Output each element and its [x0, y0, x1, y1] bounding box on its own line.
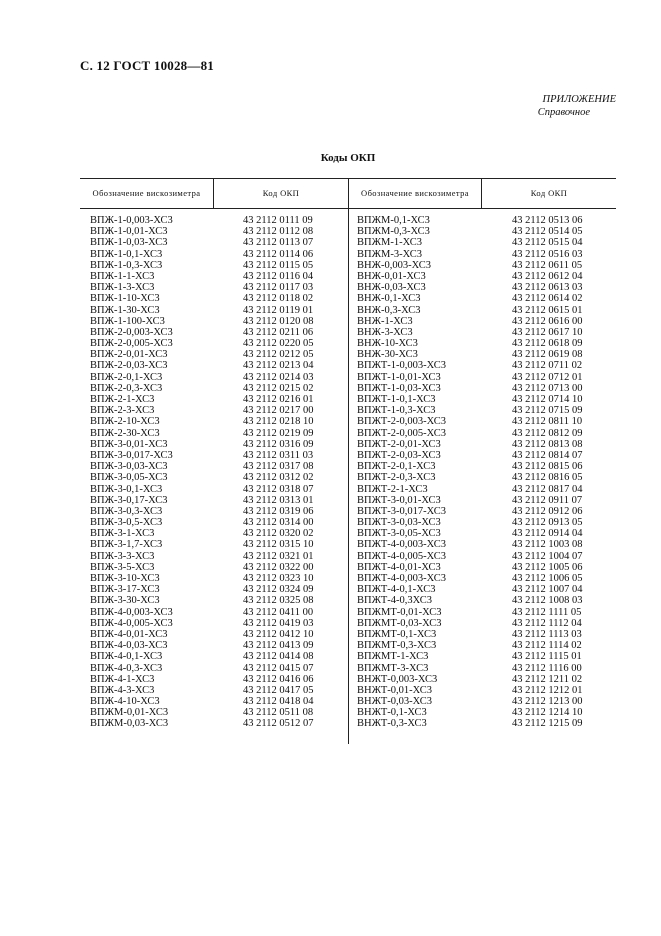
table-cell: ВПЖ-4-0,003-ХС3: [90, 606, 173, 618]
table-cell: ВПЖМТ-0,03-ХС3: [357, 617, 442, 629]
table-cell: 43 2112 0712 01: [512, 371, 583, 383]
table-cell: 43 2112 0415 07: [243, 662, 314, 674]
table-cell: ВНЖ-0,3-ХС3: [357, 304, 421, 316]
table-cell: 43 2112 1008 03: [512, 595, 583, 607]
table-cell: ВНЖ-10-ХС3: [357, 338, 418, 350]
header-designation-right: Обозначение вискозиметра: [361, 188, 469, 198]
table-cell: 43 2112 1115 01: [512, 651, 582, 663]
page-header: С. 12 ГОСТ 10028—81: [80, 58, 214, 73]
table-cell: ВПЖ-1-0,3-ХС3: [90, 259, 163, 271]
table-cell: 43 2112 0511 08: [243, 707, 314, 719]
left-code-column: [243, 215, 314, 730]
table-cell: 43 2112 0312 02: [243, 472, 314, 484]
table-cell: 43 2112 0315 10: [243, 539, 314, 551]
table-cell: ВПЖ-1-100-ХС3: [90, 315, 165, 327]
table-cell: ВПЖ-1-3-ХС3: [90, 282, 155, 294]
table-cell: 43 2112 0316 09: [243, 438, 314, 450]
table-cell: ВПЖ-1-0,003-ХС3: [90, 215, 173, 226]
table-cell: 43 2112 1004 07: [512, 550, 583, 562]
table-cell: 43 2112 0311 03: [243, 449, 314, 461]
table-cell: 43 2112 0814 07: [512, 449, 583, 461]
table-cell: ВПЖ-2-0,03-ХС3: [90, 360, 168, 372]
table-cell: 43 2112 1113 03: [512, 628, 582, 640]
table-cell: 43 2112 0214 03: [243, 371, 314, 383]
table-cell: ВПЖ-3-10-ХС3: [90, 573, 160, 584]
table-cell: ВПЖТ-1-0,3-ХС3: [357, 405, 436, 417]
table-cell: 43 2112 0220 05: [243, 338, 314, 350]
table-cell: 43 2112 0324 09: [243, 584, 314, 596]
table-cell: 43 2112 0611 05: [512, 259, 583, 271]
table-cell: 43 2112 0323 10: [243, 573, 314, 584]
table-cell: ВПЖ-1-0,01-ХС3: [90, 226, 168, 238]
table-cell: 43 2112 0514 05: [512, 226, 583, 238]
table-cell: 43 2112 0217 00: [243, 405, 314, 417]
appendix-subtitle: Справочное: [537, 107, 590, 118]
table-cell: ВНЖТ-0,1-ХС3: [357, 707, 427, 719]
table-cell: ВПЖТ-4-0,003-ХС3: [357, 539, 447, 551]
table-cell: 43 2112 0419 03: [243, 617, 314, 629]
table-cell: 43 2112 0218 10: [243, 416, 314, 428]
table-cell: 43 2112 1213 00: [512, 696, 583, 708]
table-cell: ВПЖ-3-0,1-ХС3: [90, 483, 163, 495]
table-cell: ВПЖТ-2-0,3-ХС3: [357, 472, 436, 484]
table-cell: 43 2112 0412 10: [243, 628, 314, 640]
table-cell: 43 2112 0114 06: [243, 248, 314, 260]
table-cell: ВПЖ-1-30-ХС3: [90, 304, 160, 316]
table-cell: 43 2112 0215 02: [243, 382, 314, 394]
table-cell: ВПЖ-3-0,03-ХС3: [90, 461, 168, 473]
table-cell: 43 2112 0618 09: [512, 338, 583, 350]
table-cell: 43 2112 1114 02: [512, 640, 582, 652]
table-cell: ВПЖ-4-0,03-ХС3: [90, 640, 168, 652]
right-code-column: [512, 215, 583, 730]
table-cell: 43 2112 0812 09: [512, 427, 583, 439]
table-cell: 43 2112 0516 03: [512, 248, 583, 260]
table-cell: 43 2112 0413 09: [243, 640, 314, 652]
appendix-label: [538, 93, 616, 119]
table-cell: ВПЖТ-4-0,1-ХС3: [357, 584, 436, 596]
table-cell: 43 2112 0318 07: [243, 483, 314, 495]
table-cell: ВПЖ-2-0,01-ХС3: [90, 349, 168, 361]
table-cell: ВПЖТ-2-1-ХС3: [357, 483, 428, 495]
table-cell: ВПЖ-4-0,1-ХС3: [90, 651, 163, 663]
table-cell: ВНЖТ-0,3-ХС3: [357, 718, 427, 730]
table-cell: ВПЖ-3-17-ХС3: [90, 584, 160, 596]
table-cell: ВПЖМТ-1-ХС3: [357, 651, 429, 663]
table-cell: ВПЖТ-3-0,017-ХС3: [357, 505, 447, 517]
table-cell: ВПЖ-1-0,1-ХС3: [90, 248, 163, 260]
table-cell: 43 2112 1212 01: [512, 684, 583, 696]
table-cell: 43 2112 0617 10: [512, 326, 583, 338]
table-cell: ВПЖМ-0,03-ХС3: [90, 718, 169, 730]
table-cell: ВПЖ-3-1-ХС3: [90, 528, 155, 540]
table-cell: 43 2112 0515 04: [512, 237, 583, 249]
table-cell: ВПЖТ-2-0,03-ХС3: [357, 449, 441, 461]
table-cell: 43 2112 0614 02: [512, 293, 583, 305]
table-cell: 43 2112 0416 06: [243, 673, 314, 685]
table-cell: ВНЖ-0,1-ХС3: [357, 293, 421, 305]
table-cell: 43 2112 0911 07: [512, 494, 583, 506]
table-cell: 43 2112 0216 01: [243, 394, 314, 405]
table-cell: 43 2112 0711 02: [512, 360, 583, 372]
header-designation-left: Обозначение вискозиметра: [92, 188, 201, 198]
table-cell: ВПЖТ-1-0,03-ХС3: [357, 382, 441, 394]
table-cell: 43 2112 0513 06: [512, 215, 583, 226]
table-cell: 43 2112 0219 09: [243, 427, 314, 439]
table-cell: 43 2112 0813 08: [512, 438, 583, 450]
table-cell: ВПЖТ-4-0,005-ХС3: [357, 550, 447, 562]
table-cell: 43 2112 0414 08: [243, 651, 314, 663]
table-cell: ВПЖ-3-0,01-ХС3: [90, 438, 168, 450]
table-cell: 43 2112 0212 05: [243, 349, 314, 361]
table-cell: ВПЖ-2-30-ХС3: [90, 427, 160, 439]
table-cell: ВПЖТ-2-0,003-ХС3: [357, 416, 447, 428]
table-cell: ВПЖ-3-0,017-ХС3: [90, 449, 173, 461]
table-cell: 43 2112 1211 02: [512, 673, 583, 685]
table-cell: ВПЖ-3-30-ХС3: [90, 595, 160, 607]
header-code-right: Код ОКП: [530, 188, 568, 198]
table-cell: 43 2112 0118 02: [243, 293, 314, 305]
table-cell: 43 2112 0912 06: [512, 505, 583, 517]
table-cell: ВПЖ-3-0,17-ХС3: [90, 494, 168, 506]
table-cell: ВПЖТ-4-0,003-ХС3: [357, 573, 447, 584]
table-cell: ВПЖ-2-0,003-ХС3: [90, 326, 173, 338]
table-cell: ВПЖТ-1-0,1-ХС3: [357, 394, 436, 405]
table-cell: 43 2112 0417 05: [243, 684, 314, 696]
table-cell: ВПЖ-3-0,5-ХС3: [90, 517, 163, 529]
table-cell: 43 2112 0619 08: [512, 349, 583, 361]
table-cell: ВПЖТ-4-0,3ХС3: [357, 595, 433, 607]
table-cell: 43 2112 0320 02: [243, 528, 314, 540]
table-cell: ВПЖ-2-0,3-ХС3: [90, 382, 163, 394]
table-cell: ВПЖ-1-1-ХС3: [90, 270, 155, 282]
table-cell: ВПЖ-2-0,1-ХС3: [90, 371, 163, 383]
table-cell: ВПЖТ-3-0,05-ХС3: [357, 528, 441, 540]
table-cell: ВПЖ-4-1-ХС3: [90, 673, 155, 685]
table-cell: 43 2112 0613 03: [512, 282, 583, 294]
table-cell: ВПЖ-4-0,3-ХС3: [90, 662, 163, 674]
table-cell: 43 2112 0117 03: [243, 282, 314, 294]
table-cell: ВПЖМ-1-ХС3: [357, 237, 423, 249]
table-cell: ВПЖМТ-0,01-ХС3: [357, 606, 442, 618]
table-cell: ВПЖ-3-0,05-ХС3: [90, 472, 168, 484]
table-cell: ВПЖ-4-0,01-ХС3: [90, 628, 168, 640]
table-cell: 43 2112 0714 10: [512, 394, 583, 405]
table-cell: ВПЖ-2-3-ХС3: [90, 405, 155, 417]
table-cell: 43 2112 0512 07: [243, 718, 314, 730]
right-designation-column: [357, 215, 446, 730]
table-cell: ВНЖ-30-ХС3: [357, 349, 418, 361]
table-cell: ВПЖМ-0,1-ХС3: [357, 215, 430, 226]
table-cell: 43 2112 1111 05: [512, 606, 582, 618]
table-cell: ВНЖ-1-ХС3: [357, 315, 413, 327]
table-cell: 43 2112 0211 06: [243, 326, 314, 338]
table-cell: ВНЖ-3-ХС3: [357, 326, 413, 338]
table-cell: 43 2112 1214 10: [512, 707, 583, 719]
table-cell: 43 2112 0115 05: [243, 259, 314, 271]
table-cell: ВПЖМТ-0,1-ХС3: [357, 628, 437, 640]
table-cell: ВПЖМ-3-ХС3: [357, 248, 423, 260]
left-designation-column: [90, 215, 173, 730]
table-cell: 43 2112 0418 04: [243, 696, 314, 708]
table-cell: ВПЖ-3-1,7-ХС3: [90, 539, 163, 551]
table-cell: 43 2112 0313 01: [243, 494, 314, 506]
table-cell: ВПЖТ-1-0,01-ХС3: [357, 371, 441, 383]
table-cell: ВПЖМ-0,3-ХС3: [357, 226, 430, 238]
table-cell: ВНЖ-0,01-ХС3: [357, 270, 426, 282]
table-cell: ВНЖ-0,03-ХС3: [357, 282, 426, 294]
table-cell: 43 2112 0612 04: [512, 270, 583, 282]
table-cell: ВПЖТ-2-0,005-ХС3: [357, 427, 447, 439]
table-cell: ВПЖМТ-3-ХС3: [357, 662, 429, 674]
table-cell: 43 2112 0913 05: [512, 517, 583, 529]
table-cell: 43 2112 0116 04: [243, 270, 314, 282]
table-cell: 43 2112 1003 08: [512, 539, 583, 551]
table-cell: 43 2112 0811 10: [512, 416, 583, 428]
table-cell: 43 2112 0616 00: [512, 315, 583, 327]
table-cell: ВНЖТ-0,01-ХС3: [357, 684, 433, 696]
table-cell: ВПЖ-3-0,3-ХС3: [90, 505, 163, 517]
table-cell: 43 2112 0321 01: [243, 550, 314, 562]
table-cell: ВПЖ-4-0,005-ХС3: [90, 617, 173, 629]
table-cell: 43 2112 1005 06: [512, 561, 583, 573]
table-cell: ВПЖТ-3-0,03-ХС3: [357, 517, 441, 529]
table-cell: 43 2112 0113 07: [243, 237, 314, 249]
table-cell: ВПЖ-3-3-ХС3: [90, 550, 155, 562]
table-cell: ВПЖ-4-10-ХС3: [90, 696, 160, 708]
table-cell: 43 2112 0411 00: [243, 606, 314, 618]
table-cell: 43 2112 0325 08: [243, 595, 314, 607]
table-cell: 43 2112 0111 09: [243, 215, 313, 226]
table-cell: ВПЖТ-1-0,003-ХС3: [357, 360, 447, 372]
table-cell: ВПЖТ-3-0,01-ХС3: [357, 494, 441, 506]
table-cell: 43 2112 0715 09: [512, 405, 583, 417]
table-cell: ВПЖ-4-3-ХС3: [90, 684, 155, 696]
table-cell: ВНЖТ-0,003-ХС3: [357, 673, 438, 685]
table-cell: 43 2112 1215 09: [512, 718, 583, 730]
table-cell: ВПЖТ-2-0,01-ХС3: [357, 438, 441, 450]
table-cell: 43 2112 1007 04: [512, 584, 583, 596]
table-cell: 43 2112 0615 01: [512, 304, 583, 316]
table-cell: ВПЖМТ-0,3-ХС3: [357, 640, 437, 652]
table-cell: ВПЖ-3-5-ХС3: [90, 561, 155, 573]
table-cell: 43 2112 0319 06: [243, 505, 314, 517]
appendix-title: ПРИЛОЖЕНИЕ: [542, 94, 616, 105]
table-cell: ВПЖТ-2-0,1-ХС3: [357, 461, 436, 473]
table-cell: 43 2112 0322 00: [243, 561, 314, 573]
table-cell: ВПЖТ-4-0,01-ХС3: [357, 561, 441, 573]
table-cell: 43 2112 0815 06: [512, 461, 583, 473]
table-cell: ВПЖ-2-0,005-ХС3: [90, 338, 173, 350]
table-cell: ВПЖ-2-1-ХС3: [90, 394, 155, 405]
table-cell: ВПЖМ-0,01-ХС3: [90, 707, 169, 719]
table-cell: ВПЖ-1-10-ХС3: [90, 293, 160, 305]
table-cell: 43 2112 0112 08: [243, 226, 314, 238]
table-cell: 43 2112 0817 04: [512, 483, 583, 495]
table-cell: 43 2112 0120 08: [243, 315, 314, 327]
table-cell: ВНЖ-0,003-ХС3: [357, 259, 432, 271]
table-cell: ВНЖТ-0,03-ХС3: [357, 696, 433, 708]
table-cell: 43 2112 1112 04: [512, 617, 582, 629]
table-cell: 43 2112 0317 08: [243, 461, 314, 473]
table-cell: 43 2112 0713 00: [512, 382, 583, 394]
table-cell: 43 2112 0314 00: [243, 517, 314, 529]
table-cell: 43 2112 1116 00: [512, 662, 582, 674]
table-cell: 43 2112 0816 05: [512, 472, 583, 484]
center-column-divider: [348, 178, 349, 744]
table-title: Коды ОКП: [320, 152, 376, 164]
table-cell: 43 2112 0914 04: [512, 528, 583, 540]
table-cell: 43 2112 1006 05: [512, 573, 583, 584]
table-cell: 43 2112 0213 04: [243, 360, 314, 372]
table-cell: ВПЖ-1-0,03-ХС3: [90, 237, 168, 249]
table-cell: 43 2112 0119 01: [243, 304, 314, 316]
table-cell: ВПЖ-2-10-ХС3: [90, 416, 160, 428]
header-code-left: Код ОКП: [262, 188, 300, 198]
